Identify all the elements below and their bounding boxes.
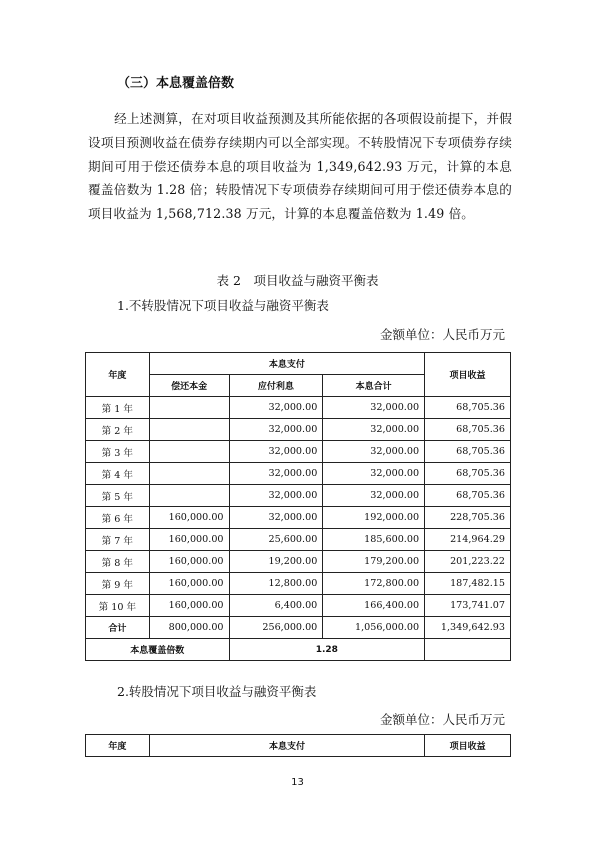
- row-income: 68,705.36: [425, 419, 511, 441]
- row-income: 68,705.36: [425, 463, 511, 485]
- table-row: [86, 463, 511, 485]
- sum-total: 1,056,000.00: [323, 617, 425, 639]
- coverage-label: 本息覆盖倍数: [86, 639, 230, 661]
- row-income: 187,482.15: [425, 573, 511, 595]
- row-total: 172,800.00: [323, 573, 425, 595]
- coverage-value: 1.28: [229, 639, 425, 661]
- row-total: 179,200.00: [323, 551, 425, 573]
- row-interest: 6,400.00: [229, 595, 323, 617]
- row-income: 68,705.36: [425, 441, 511, 463]
- t2-header-year: 年度: [86, 735, 150, 757]
- row-total: 192,000.00: [323, 507, 425, 529]
- row-interest: 19,200.00: [229, 551, 323, 573]
- table2-subtitle: 2.转股情况下项目收益与融资平衡表: [117, 684, 317, 699]
- balance-table-with-conversion: [85, 734, 511, 757]
- sum-principal: 800,000.00: [149, 617, 229, 639]
- row-interest: 32,000.00: [229, 463, 323, 485]
- header-interest: 应付利息: [229, 375, 323, 397]
- table-row: [86, 573, 511, 595]
- row-year: 第 2 年: [86, 419, 150, 441]
- row-principal: [149, 463, 229, 485]
- row-interest: 32,000.00: [229, 485, 323, 507]
- table-row: [86, 551, 511, 573]
- sum-label: 合计: [86, 617, 150, 639]
- table1-coverage-row: [86, 639, 511, 661]
- row-principal: [149, 485, 229, 507]
- section-heading: （三）本息覆盖倍数: [117, 76, 235, 91]
- row-interest: 32,000.00: [229, 419, 323, 441]
- table1-sum-row: [86, 617, 511, 639]
- row-interest: 32,000.00: [229, 507, 323, 529]
- row-total: 166,400.00: [323, 595, 425, 617]
- table-row: [86, 441, 511, 463]
- row-principal: 160,000.00: [149, 507, 229, 529]
- row-interest: 12,800.00: [229, 573, 323, 595]
- header-year: 年度: [86, 353, 150, 397]
- table-row: [86, 397, 511, 419]
- row-total: 32,000.00: [323, 463, 425, 485]
- row-total: 32,000.00: [323, 419, 425, 441]
- table1-subtitle: 1.不转股情况下项目收益与融资平衡表: [117, 298, 329, 313]
- row-principal: 160,000.00: [149, 529, 229, 551]
- row-income: 214,964.29: [425, 529, 511, 551]
- row-year: 第 8 年: [86, 551, 150, 573]
- table-row: [86, 419, 511, 441]
- row-principal: 160,000.00: [149, 595, 229, 617]
- row-total: 32,000.00: [323, 397, 425, 419]
- row-principal: 160,000.00: [149, 551, 229, 573]
- table-row: [86, 507, 511, 529]
- coverage-empty-cell: [425, 639, 511, 661]
- row-total: 32,000.00: [323, 441, 425, 463]
- balance-table-no-conversion: [85, 352, 511, 661]
- row-year: 第 6 年: [86, 507, 150, 529]
- table2-header-row: [86, 735, 511, 757]
- row-interest: 32,000.00: [229, 397, 323, 419]
- row-year: 第 3 年: [86, 441, 150, 463]
- row-year: 第 10 年: [86, 595, 150, 617]
- row-year: 第 4 年: [86, 463, 150, 485]
- row-total: 32,000.00: [323, 485, 425, 507]
- table-row: [86, 595, 511, 617]
- table1-unit: 金额单位：人民币万元: [379, 327, 505, 342]
- paragraph-text: 经上述测算，在对项目收益预测及其所能依据的各项假设前提下，并假设项目预测收益在债券存续期内可以全部实现。不转股情况下专项债券存续期间可用于偿还债券本息的项目收益为 1,349,642.93 万元，计算的本息覆盖倍数为 1.28 倍；转股情况下专项债券存续期间可用于偿还债券本息的项目收益为 1,568,712.38 万元，计算的本息覆盖倍数为 1.49 倍。: [88, 111, 512, 222]
- row-total: 185,600.00: [323, 529, 425, 551]
- table-row: [86, 529, 511, 551]
- table2-unit: 金额单位：人民币万元: [379, 712, 505, 727]
- header-principal: 偿还本金: [149, 375, 229, 397]
- row-year: 第 9 年: [86, 573, 150, 595]
- row-principal: [149, 419, 229, 441]
- t2-header-interest-payment: 本息支付: [149, 735, 424, 757]
- header-income: 项目收益: [425, 353, 511, 397]
- table-caption: 表 2 项目收益与融资平衡表: [216, 273, 379, 288]
- row-income: 68,705.36: [425, 485, 511, 507]
- header-total: 本息合计: [323, 375, 425, 397]
- row-year: 第 1 年: [86, 397, 150, 419]
- row-income: 173,741.07: [425, 595, 511, 617]
- row-year: 第 7 年: [86, 529, 150, 551]
- row-principal: 160,000.00: [149, 573, 229, 595]
- row-principal: [149, 441, 229, 463]
- table1-header-row-1: [86, 353, 511, 375]
- row-principal: [149, 397, 229, 419]
- t2-header-income: 项目收益: [425, 735, 511, 757]
- row-income: 68,705.36: [425, 397, 511, 419]
- sum-income: 1,349,642.93: [425, 617, 511, 639]
- row-income: 201,223.22: [425, 551, 511, 573]
- row-interest: 25,600.00: [229, 529, 323, 551]
- row-interest: 32,000.00: [229, 441, 323, 463]
- body-paragraph: [88, 107, 512, 226]
- sum-interest: 256,000.00: [229, 617, 323, 639]
- page-number: 13: [291, 777, 304, 788]
- row-year: 第 5 年: [86, 485, 150, 507]
- header-interest-payment: 本息支付: [149, 353, 424, 375]
- row-income: 228,705.36: [425, 507, 511, 529]
- table-row: [86, 485, 511, 507]
